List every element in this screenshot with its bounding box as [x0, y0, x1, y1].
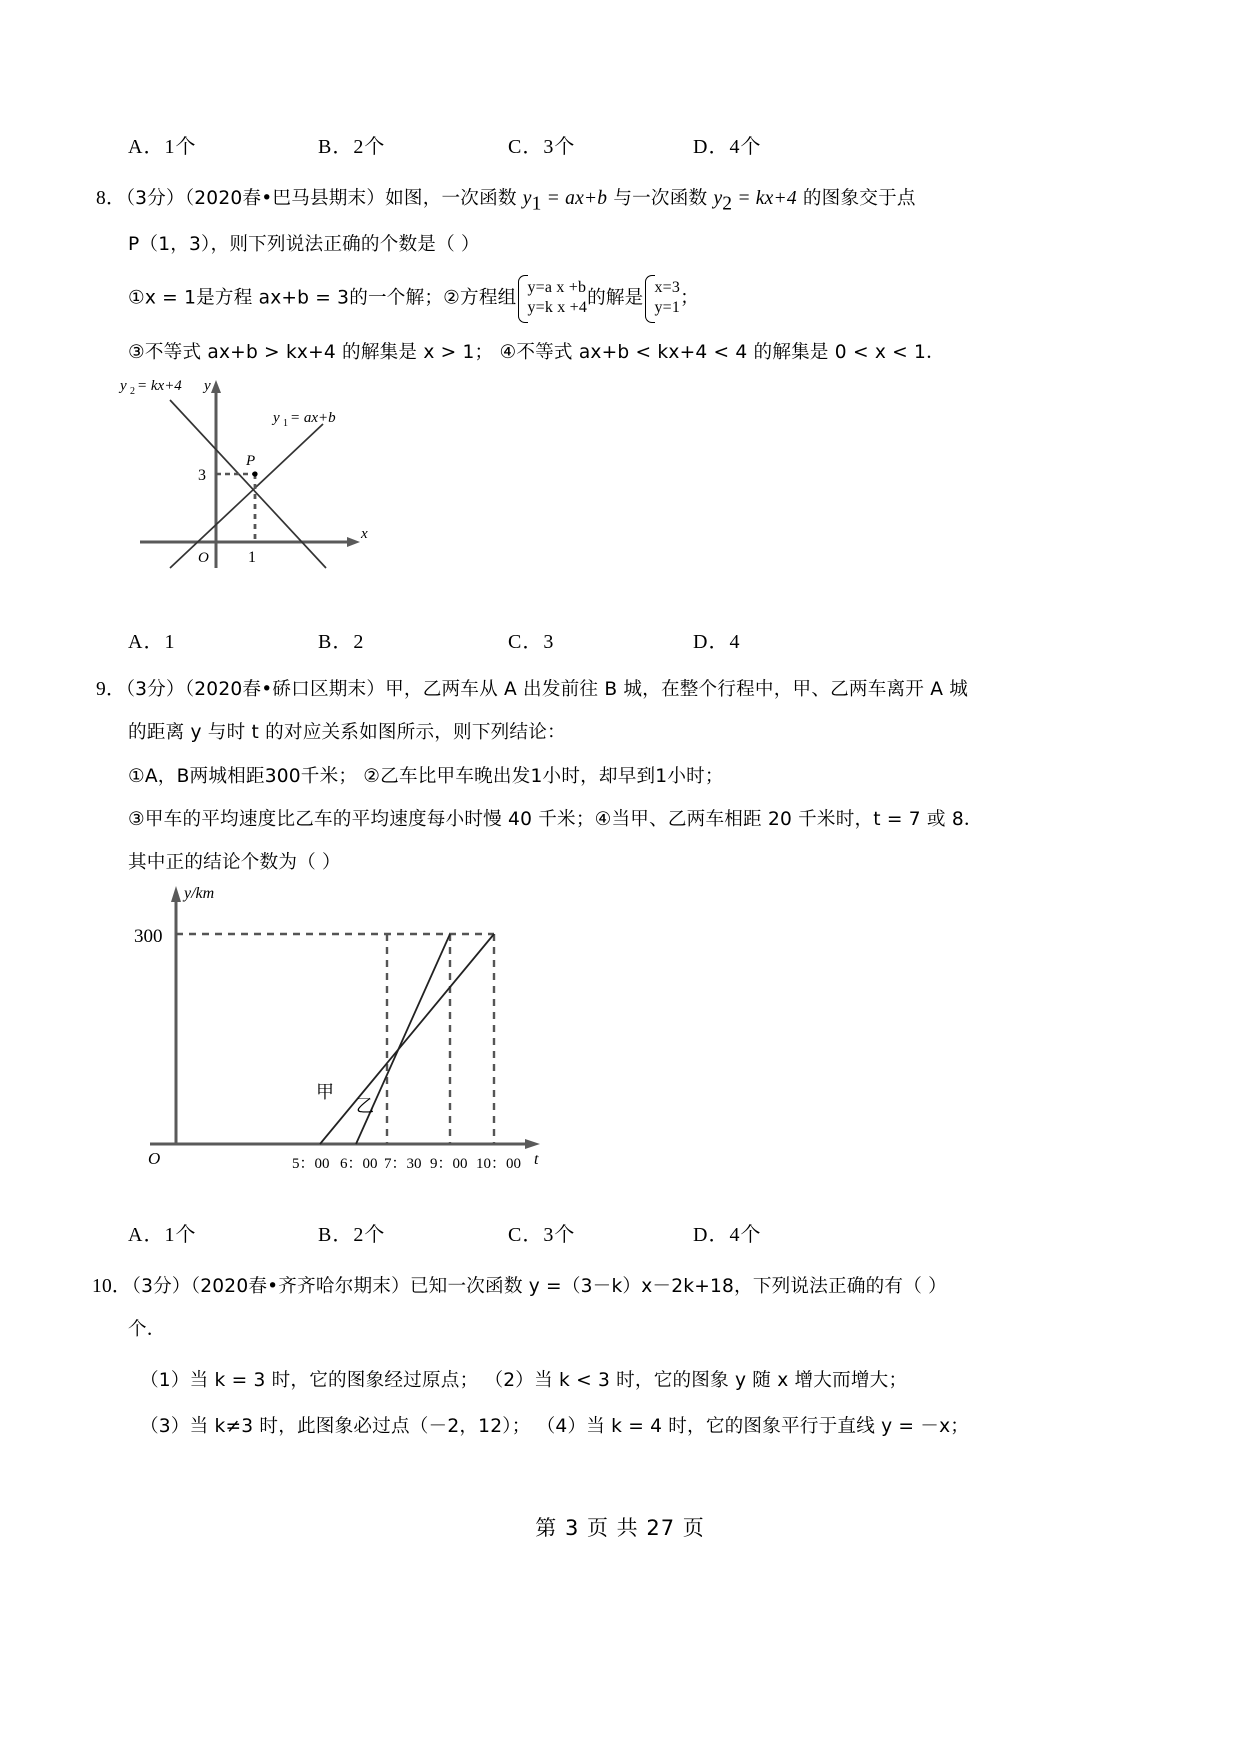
svg-text:x: x [361, 526, 368, 542]
q9-option-b[interactable]: B．2个 [318, 1224, 386, 1246]
svg-text:= ax+b: = ax+b [290, 410, 336, 426]
q8-item-2: ③不等式 ax+b > kx+4 的解集是 x > 1； ④不等式 ax+b < kx+4 < 4 的解集是 0 < x < 1． [128, 342, 945, 363]
q8-y2-expression: = kx+4 [732, 188, 797, 209]
svg-text:1: 1 [248, 549, 256, 566]
q8-stem-line-2: P（1，3），则下列说法正确的个数是（ ） [128, 234, 480, 255]
q8-y1-subscript: 1 [531, 193, 542, 215]
q8-y2-symbol: y [713, 188, 723, 209]
q8-score: （3分） [125, 188, 185, 209]
q10-source: （2020春•齐齐哈尔期末） [190, 1276, 410, 1297]
page-footer: 第 3 页 共 27 页 [535, 1516, 705, 1540]
svg-text:乙: 乙 [356, 1096, 374, 1117]
q8-option-d[interactable]: D．4 [693, 631, 741, 653]
q8-option-a[interactable]: A．1 [128, 631, 176, 653]
q8-equation-system-left [516, 278, 587, 318]
svg-text:1: 1 [283, 418, 288, 429]
q8-stem-text-1: 如图，一次函数 [385, 188, 523, 209]
q9-stem-line-1 [96, 673, 968, 701]
q8-y1-symbol: y [522, 188, 532, 209]
q7-option-b[interactable]: B．2个 [318, 136, 386, 158]
svg-text:6：00: 6：00 [340, 1156, 378, 1172]
q10-stem-text-1: 已知一次函数 y =（3－k）x－2k+18，下列说法正确的有（ ） [409, 1276, 947, 1297]
svg-text:3: 3 [198, 467, 206, 484]
q9-stem-text-1: 甲，乙两车从 A 出发前往 B 城，在整个行程中，甲、乙两车离开 A 城 [385, 679, 969, 700]
q8-y2-subscript: 2 [722, 193, 733, 215]
svg-text:t: t [534, 1151, 539, 1168]
q9-option-a[interactable]: A．1个 [128, 1224, 197, 1246]
q8-item-1 [128, 278, 699, 318]
q9-source: （2020春•硚口区期末） [184, 679, 386, 700]
q10-score: （3分） [131, 1276, 191, 1297]
q9-option-c[interactable]: C．3个 [508, 1224, 576, 1246]
q10-item-2: （3）当 k≠3 时，此图象必过点（－2，12）； （4）当 k = 4 时，它的图象平行于直线 y = －x； [140, 1416, 970, 1437]
q8-sys-left-row-1: y=a x +b [527, 279, 587, 296]
q8-item-1-mid: 的解是 [587, 287, 644, 309]
svg-text:y: y [273, 410, 280, 426]
q10-stem-line-2: 个． [128, 1319, 166, 1340]
q9-item-3: 其中正的结论个数为（ ） [128, 852, 341, 873]
q9-item-1: ①A，B两城相距300千米； ②乙车比甲车晚出发1小时，却早到1小时； [128, 766, 724, 787]
q8-item-1-text: ①x = 1是方程 ax+b = 3的一个解；②方程组 [128, 287, 517, 309]
q8-source: （2020春•巴马县期末） [184, 188, 386, 209]
q8-item-1-end: ； [680, 287, 699, 309]
q8-number: 8． [96, 188, 126, 209]
q8-stem-text-mid: 与一次函数 [607, 188, 714, 209]
q9-figure [120, 872, 580, 1184]
q9-item-2: ③甲车的平均速度比乙车的平均速度每小时慢 40 千米；④当甲、乙两车相距 20 千米时，t = 7 或 8． [128, 809, 983, 830]
svg-text:y/km: y/km [184, 885, 215, 902]
q8-sys-left-row-2: y=k x +4 [527, 299, 588, 316]
q8-option-c[interactable]: C．3 [508, 631, 555, 653]
q8-stem-text-post: 的图象交于点 [796, 188, 916, 209]
q8-y1-expression: = ax+b [541, 188, 608, 209]
svg-text:5：00: 5：00 [292, 1156, 330, 1172]
svg-text:P: P [246, 453, 256, 469]
q8-equation-system-right [643, 278, 680, 318]
svg-text:甲: 甲 [316, 1082, 334, 1103]
q8-figure [118, 372, 418, 587]
q9-number: 9． [96, 679, 126, 700]
q8-stem-line-1 [96, 182, 916, 215]
svg-text:2: 2 [130, 386, 135, 397]
q10-item-1: （1）当 k = 3 时，它的图象经过原点； （2）当 k < 3 时，它的图象 y 随 x 增大而增大； [140, 1370, 908, 1391]
q7-option-d[interactable]: D．4个 [693, 136, 762, 158]
svg-text:300: 300 [134, 926, 163, 947]
svg-text:y: y [120, 378, 127, 394]
q8-sys-right-row-1: x=3 [654, 279, 681, 296]
svg-text:= kx+4: = kx+4 [137, 378, 182, 394]
q9-stem-line-2: 的距离 y 与时 t 的对应关系如图所示，则下列结论： [128, 722, 566, 743]
svg-text:9：00: 9：00 [430, 1156, 468, 1172]
svg-text:O: O [198, 550, 209, 566]
q8-sys-right-row-2: y=1 [654, 299, 681, 316]
svg-text:y: y [204, 378, 211, 394]
q10-number: 10． [92, 1276, 132, 1297]
q7-option-c[interactable]: C．3个 [508, 136, 576, 158]
q7-option-a[interactable]: A．1个 [128, 136, 197, 158]
q9-option-d[interactable]: D．4个 [693, 1224, 762, 1246]
svg-text:O: O [148, 1149, 161, 1168]
svg-text:7：30: 7：30 [384, 1156, 422, 1172]
q8-option-b[interactable]: B．2 [318, 631, 365, 653]
q9-score: （3分） [125, 679, 185, 700]
q10-stem-line-1 [92, 1270, 947, 1298]
svg-text:10：00: 10：00 [476, 1156, 522, 1172]
